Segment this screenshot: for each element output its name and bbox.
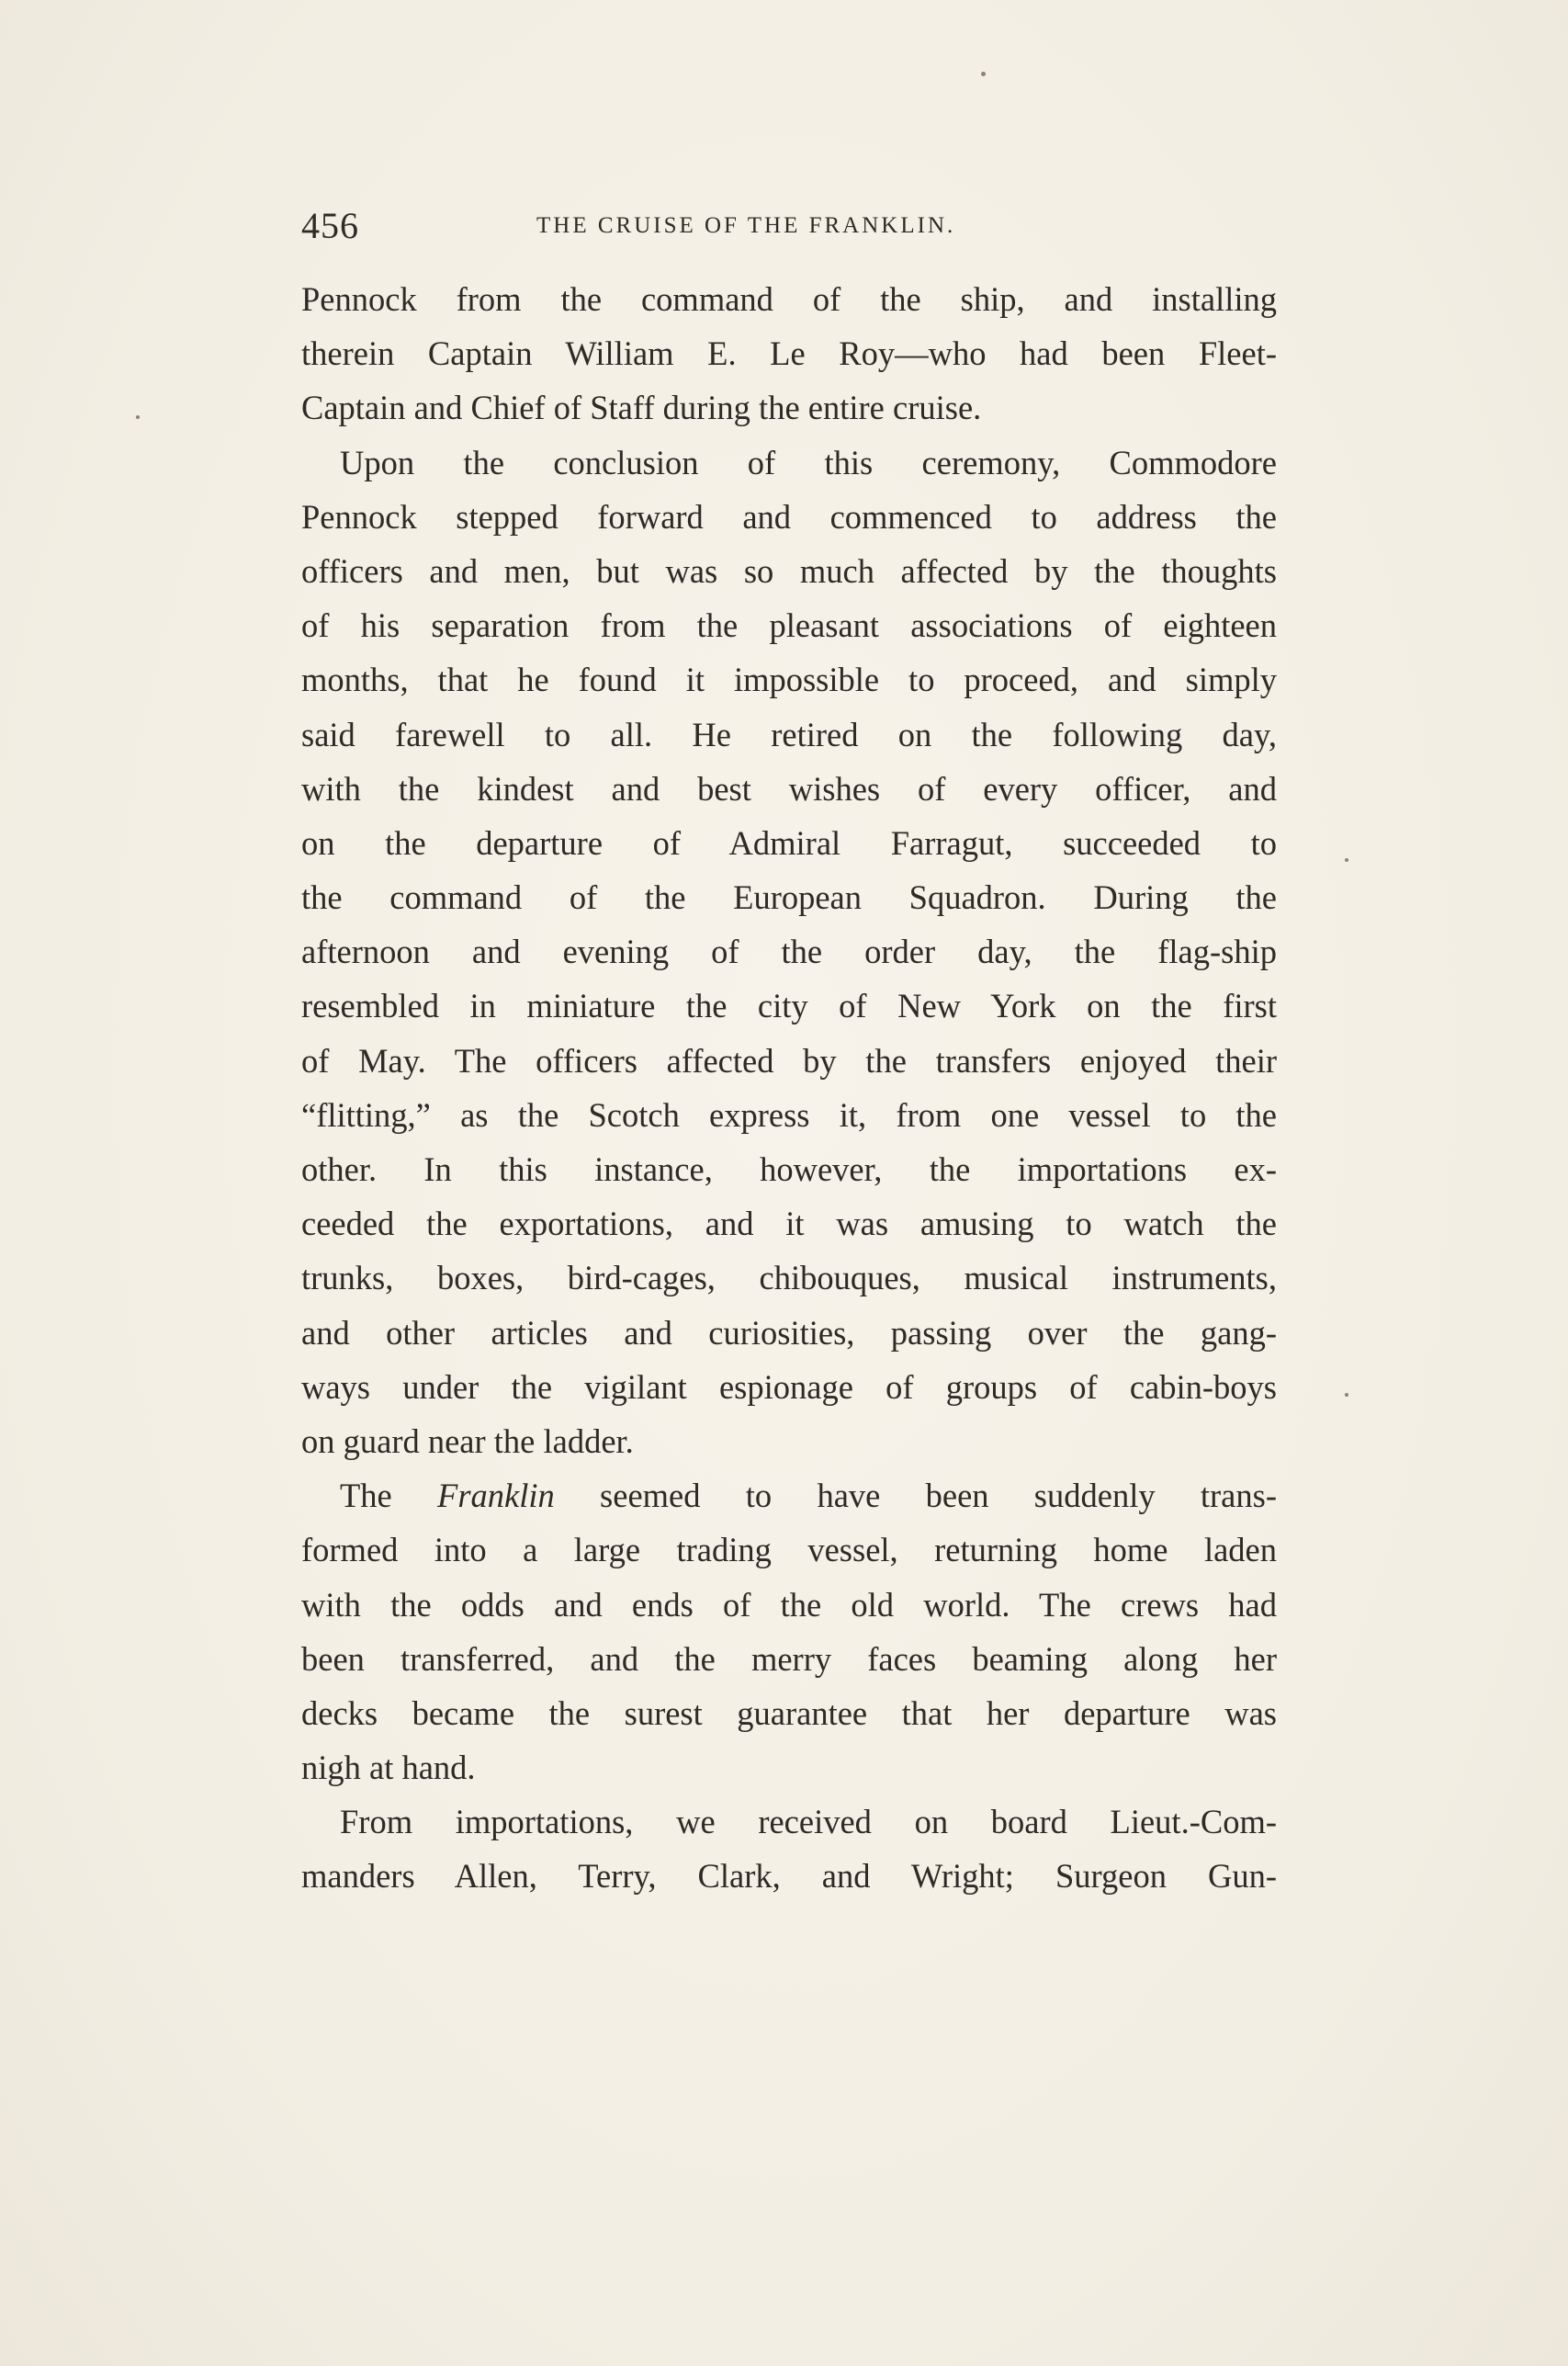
text-line: with the odds and ends of the old world. The crews had [301, 1585, 1277, 1624]
text-line: resembled in miniature the city of New York on the first [301, 987, 1277, 1025]
text-line: been transferred, and the merry faces beaming along her [301, 1639, 1277, 1678]
text-line: ways under the vigilant espionage of groups of cabin-boys [301, 1367, 1277, 1406]
text-line: the command of the European Squadron. During the [301, 878, 1277, 917]
text-line: afternoon and evening of the order day, the flag-ship [301, 933, 1277, 971]
text-line: therein Captain William E. Le Roy—who had been Fleet- [301, 334, 1277, 373]
text-line: of his separation from the pleasant associations of eighteen [301, 606, 1277, 645]
text-line: on guard near the ladder. [301, 1421, 634, 1460]
text-line: nigh at hand. [301, 1749, 476, 1787]
text-line: of May. The officers affected by the transfers enjoyed their [301, 1041, 1277, 1080]
text-line: decks became the surest guarantee that her departure was [301, 1693, 1277, 1732]
text-line: Pennock stepped forward and commenced to address the [301, 497, 1277, 536]
text-line: said farewell to all. He retired on the following day, [301, 715, 1277, 753]
paper-speck [981, 72, 986, 76]
paper-speck [1345, 1393, 1348, 1397]
text-line: manders Allen, Terry, Clark, and Wright; Surgeon Gun- [301, 1857, 1277, 1896]
text-line: and other articles and curiosities, passing over the gang- [301, 1313, 1277, 1352]
running-head: THE CRUISE OF THE FRANKLIN. [536, 213, 956, 238]
page-number: 456 [301, 205, 359, 246]
body-text [301, 272, 1277, 1904]
paper-speck [1345, 858, 1348, 862]
text-line: months, that he found it impossible to proceed, and simply [301, 661, 1277, 699]
text-line: on the departure of Admiral Farragut, succeeded to [301, 823, 1277, 862]
text-fragment: The [340, 1477, 438, 1515]
text-line: From importations, we received on board Lieut.-Com- [340, 1803, 1277, 1841]
text-line: Captain and Chief of Staff during the entire cruise. [301, 389, 982, 427]
text-line: ceeded the exportations, and it was amusing to watch the [301, 1205, 1277, 1243]
text-line: other. In this instance, however, the importations ex- [301, 1150, 1277, 1188]
text-line: with the kindest and best wishes of every officer, and [301, 769, 1277, 808]
text-line: Upon the conclusion of this ceremony, Commodore [340, 443, 1277, 481]
text-line: officers and men, but was so much affected by the thoughts [301, 551, 1277, 590]
ship-name-italic: Franklin [437, 1477, 555, 1515]
text-fragment: seemed to have been suddenly trans- [554, 1477, 1277, 1515]
paper-speck [136, 415, 140, 419]
text-line [301, 1468, 1277, 1523]
page-header [301, 204, 1275, 248]
text-line: trunks, boxes, bird-cages, chibouques, musical instruments, [301, 1259, 1277, 1297]
text-line: formed into a large trading vessel, returning home laden [301, 1531, 1277, 1569]
text-line: Pennock from the command of the ship, and installing [301, 280, 1277, 318]
text-line: “flitting,” as the Scotch express it, from one vessel to the [301, 1095, 1277, 1134]
